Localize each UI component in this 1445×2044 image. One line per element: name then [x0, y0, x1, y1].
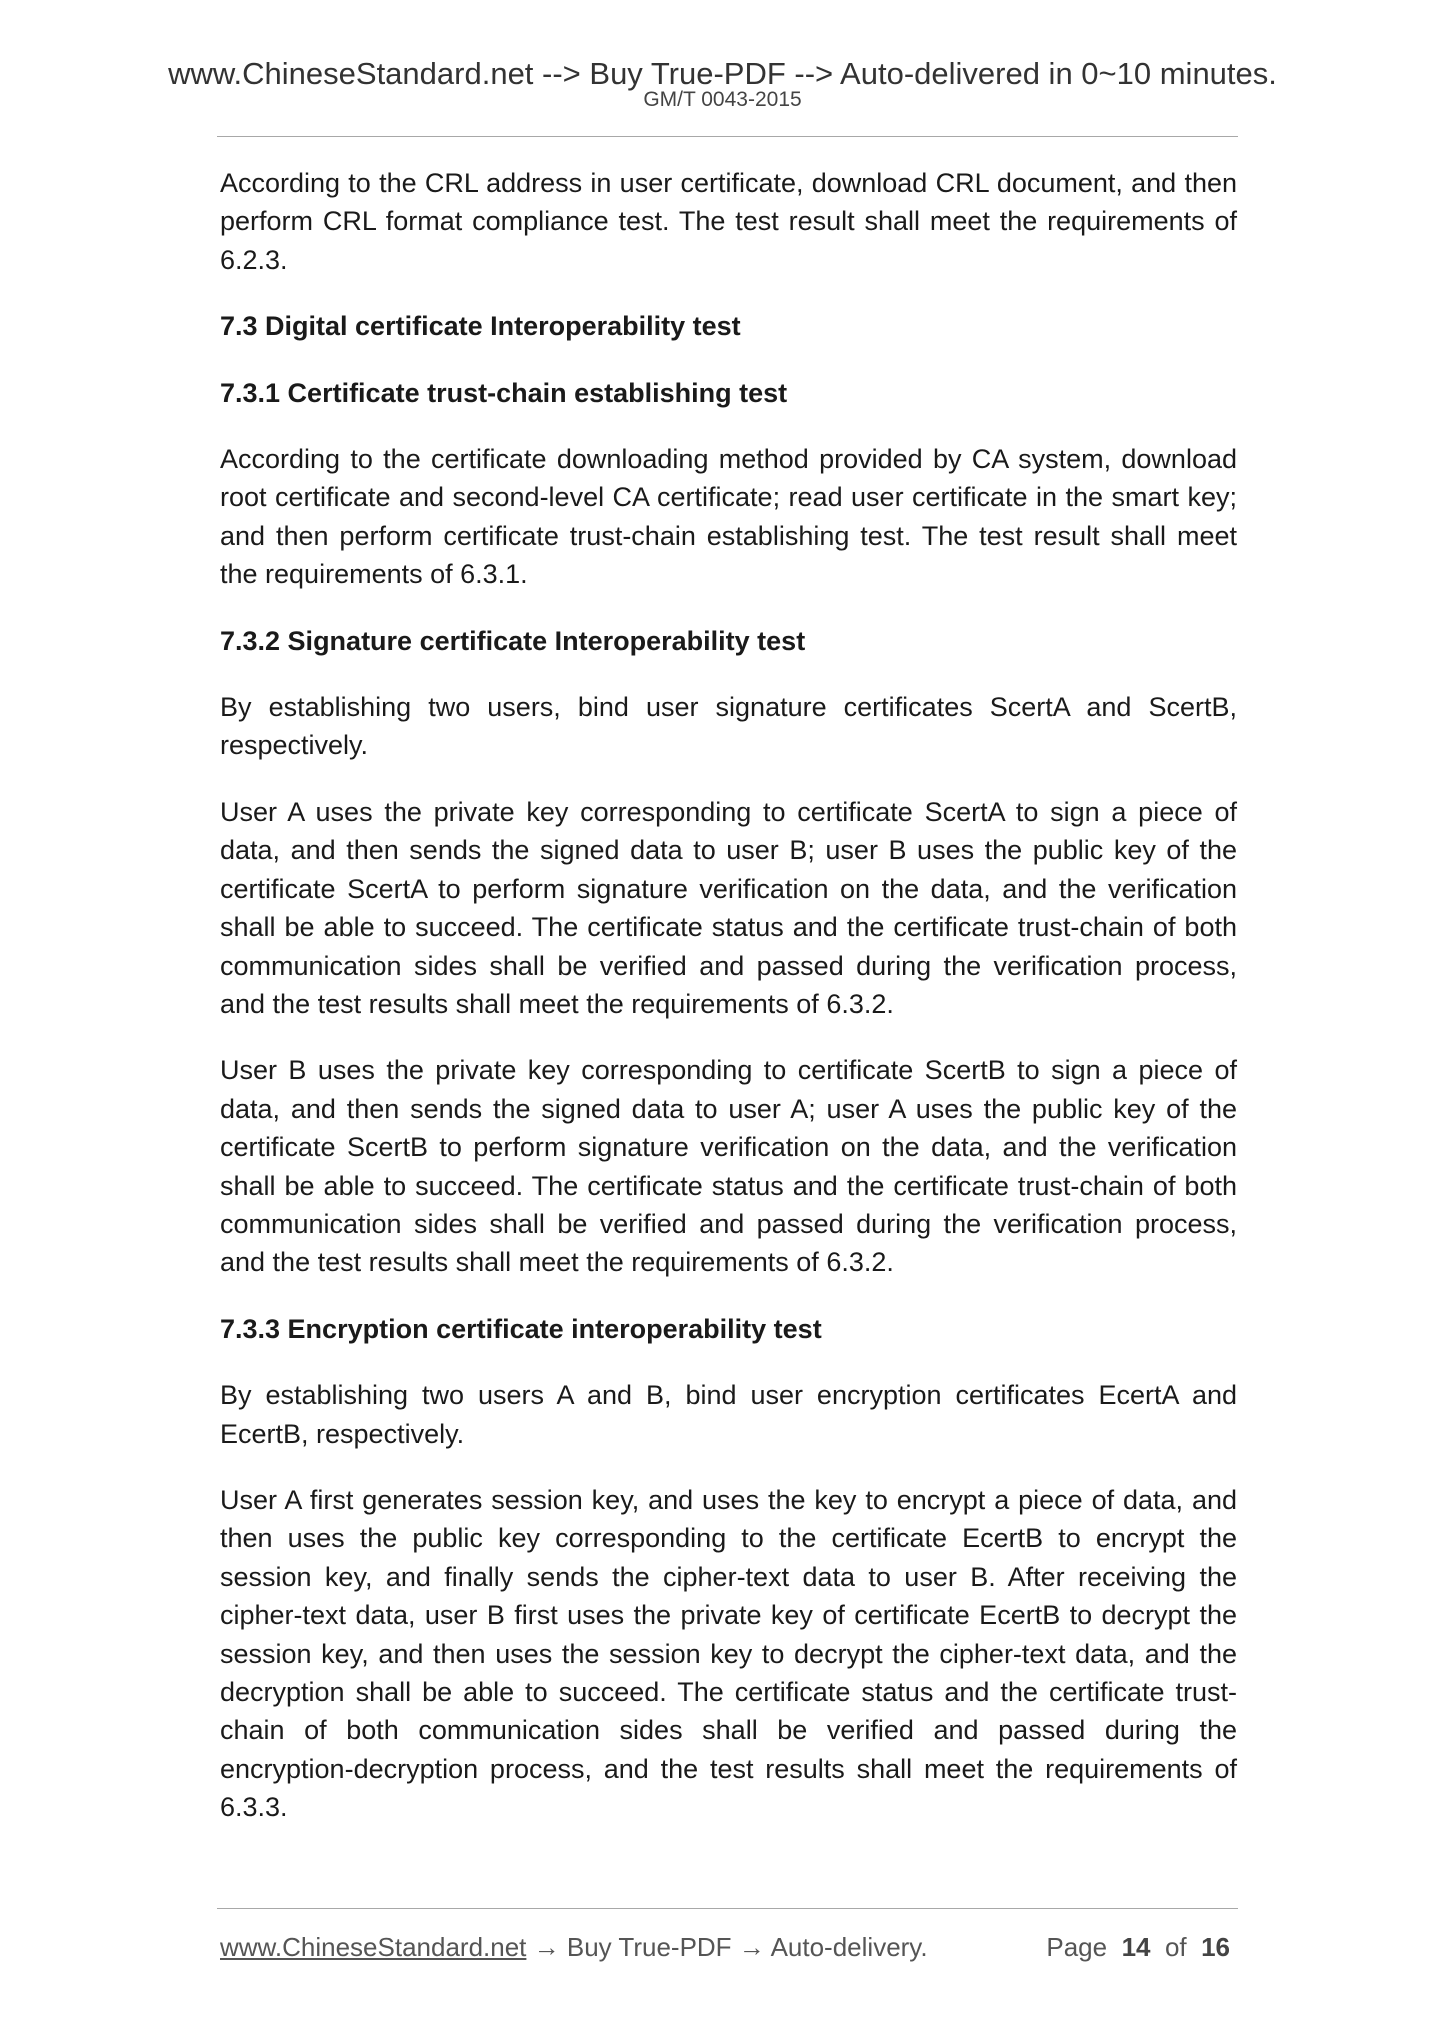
- footer-site-link[interactable]: www.ChineseStandard.net: [220, 1932, 527, 1962]
- paragraph-7-3-2-users: By establishing two users, bind user signature certificates ScertA and ScertB, respectively.: [220, 692, 1237, 761]
- page-indicator: [1046, 1930, 1230, 1964]
- heading-7-3: 7.3 Digital certificate Interoperability test: [220, 311, 741, 342]
- paragraph-7-3-3-users: By establishing two users A and B, bind user encryption certificates EcertA and EcertB, respectively.: [220, 1380, 1237, 1449]
- of-label: of: [1164, 1932, 1187, 1962]
- heading-7-3-1: 7.3.1 Certificate trust-chain establishing test: [220, 377, 788, 408]
- footer-promo: [220, 1930, 928, 1964]
- site-banner: www.ChineseStandard.net --> Buy True-PDF --> Auto-delivered in 0~10 minutes.: [168, 56, 1277, 91]
- paragraph-crl-test: According to the CRL address in user certificate, download CRL document, and then perform CRL format compliance test. The test result shall meet the requirements of 6.2.3.: [220, 168, 1237, 275]
- page-total: 16: [1201, 1932, 1230, 1962]
- header-divider: [217, 136, 1238, 137]
- heading-7-3-2: 7.3.2 Signature certificate Interoperability test: [220, 625, 806, 656]
- paragraph-7-3-2-user-b: User B uses the private key corresponding to certificate ScertB to sign a piece of data, and then sends the signed data to user A; user A uses the public key of the certificate ScertB to perform signature verification on the data, and the verification shall be able to succeed. The certificate status and the certificate trust-chain of both communication sides shall be verified and passed during the verification process, and the test results shall meet the requirements of 6.3.2.: [220, 1055, 1237, 1278]
- paragraph-7-3-3-process: User A first generates session key, and uses the key to encrypt a piece of data, and then uses the public key corresponding to the certificate EcertB to encrypt the session key, and finally sends the cipher-text data to user B. After receiving the cipher-text data, user B first uses the private key of certificate EcertB to decrypt the session key, and then uses the session key to decrypt the cipher-text data, and the decryption shall be able to succeed. The certificate status and the certificate trust-chain of both communication sides shall be verified and passed during the encryption-decryption process, and the test results shall meet the requirements of 6.3.3.: [220, 1484, 1237, 1823]
- document-number: GM/T 0043-2015: [643, 88, 802, 111]
- footer-divider: [217, 1908, 1238, 1909]
- page-label: Page: [1046, 1932, 1108, 1962]
- footer-trail: → Buy True-PDF → Auto-delivery.: [526, 1932, 928, 1962]
- page-current: 14: [1121, 1932, 1151, 1962]
- heading-7-3-3: 7.3.3 Encryption certificate interoperability test: [220, 1313, 822, 1344]
- page-content: [220, 164, 1237, 1855]
- paragraph-7-3-2-user-a: User A uses the private key corresponding to certificate ScertA to sign a piece of data, and then sends the signed data to user B; user B uses the public key of the certificate ScertA to perform signature verification on the data, and the verification shall be able to succeed. The certificate status and the certificate trust-chain of both communication sides shall be verified and passed during the verification process, and the test results shall meet the requirements of 6.3.2.: [220, 796, 1237, 1019]
- paragraph-7-3-1: According to the certificate downloading method provided by CA system, download root certificate and second-level CA certificate; read user certificate in the smart key; and then perform certificate trust-chain establishing test. The test result shall meet the requirements of 6.3.1.: [220, 444, 1237, 590]
